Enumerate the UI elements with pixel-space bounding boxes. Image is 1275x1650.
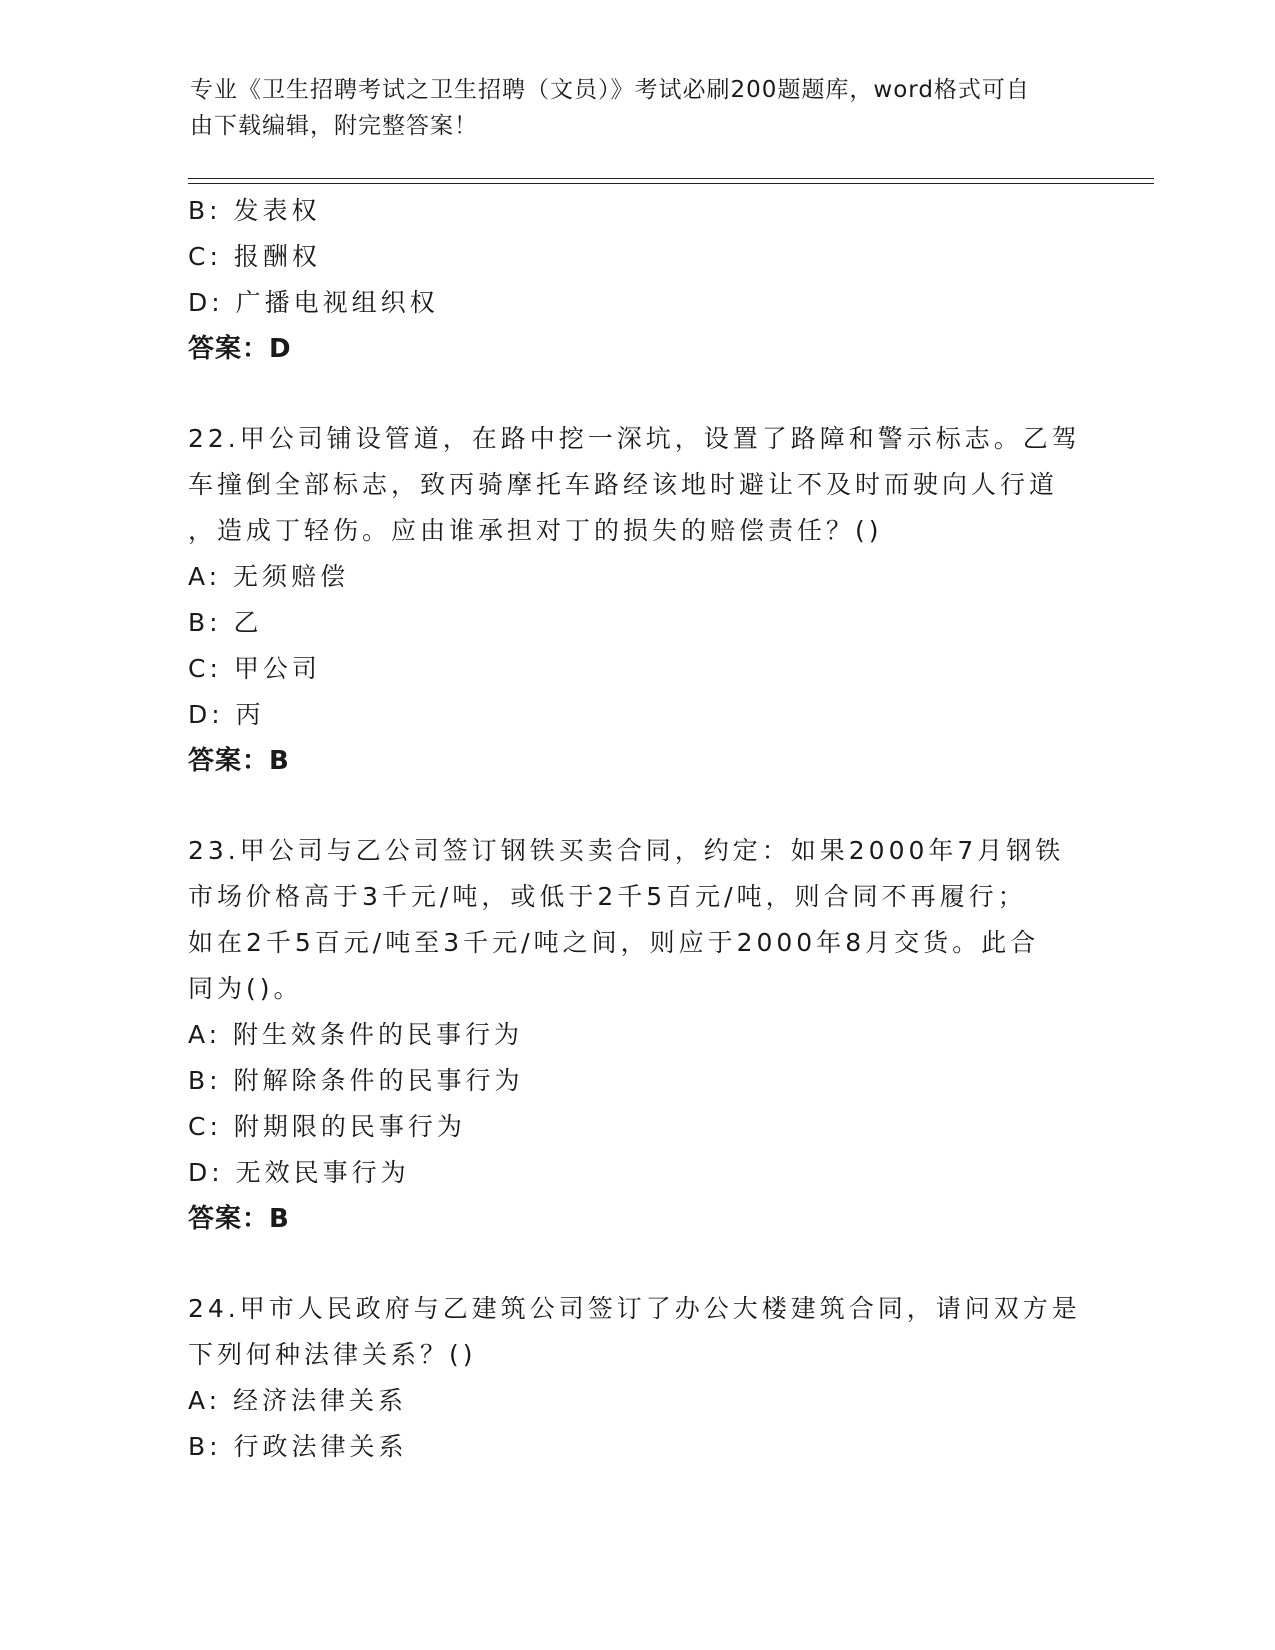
question-text-line: 车撞倒全部标志，致丙骑摩托车路经该地时避让不及时而驶向人行道 xyxy=(188,470,1059,499)
document-content xyxy=(188,188,1088,1470)
page-header xyxy=(190,72,1070,144)
question-text-line: ，造成丁轻伤。应由谁承担对丁的损失的赔偿责任？() xyxy=(188,516,883,545)
answer: 答案：B xyxy=(188,1204,290,1234)
header-rule-bottom xyxy=(188,183,1154,184)
answer: 答案：D xyxy=(188,334,292,364)
question-22 xyxy=(188,416,1088,784)
header-line-1: 专业《卫生招聘考试之卫生招聘（文员）》考试必刷200题题库，word格式可自 xyxy=(190,77,1030,103)
option-d: D: 丙 xyxy=(188,700,265,729)
prev-question-block xyxy=(188,188,1088,372)
option-d: D: 无效民事行为 xyxy=(188,1158,410,1187)
header-line-2: 由下载编辑，附完整答案！ xyxy=(190,113,478,139)
option-b: B: 发表权 xyxy=(188,196,321,225)
option-b: B: 乙 xyxy=(188,608,263,637)
option-a: A: 附生效条件的民事行为 xyxy=(188,1020,524,1049)
question-text-line: 下列何种法律关系？() xyxy=(188,1340,477,1369)
option-c: C: 附期限的民事行为 xyxy=(188,1112,466,1141)
question-text-line: 如在2千5百元/吨至3千元/吨之间，则应于2000年8月交货。此合 xyxy=(188,928,1040,957)
option-a: A: 经济法律关系 xyxy=(188,1386,408,1415)
question-text-line: 市场价格高于3千元/吨，或低于2千5百元/吨，则合同不再履行； xyxy=(188,882,1027,911)
option-b: B: 附解除条件的民事行为 xyxy=(188,1066,524,1095)
option-b: B: 行政法律关系 xyxy=(188,1432,408,1461)
question-24 xyxy=(188,1286,1088,1470)
question-text-line: 23.甲公司与乙公司签订钢铁买卖合同，约定：如果2000年7月钢铁 xyxy=(188,836,1065,865)
option-a: A: 无须赔偿 xyxy=(188,562,350,591)
option-c: C: 甲公司 xyxy=(188,654,321,683)
question-text-line: 22.甲公司铺设管道，在路中挖一深坑，设置了路障和警示标志。乙驾 xyxy=(188,424,1081,453)
question-23 xyxy=(188,828,1088,1242)
option-c: C: 报酬权 xyxy=(188,242,321,271)
question-text-line: 24.甲市人民政府与乙建筑公司签订了办公大楼建筑合同，请问双方是 xyxy=(188,1294,1081,1323)
answer: 答案：B xyxy=(188,746,290,776)
option-d: D: 广播电视组织权 xyxy=(188,288,439,317)
header-rule-top xyxy=(188,178,1154,179)
question-text-line: 同为()。 xyxy=(188,974,303,1003)
